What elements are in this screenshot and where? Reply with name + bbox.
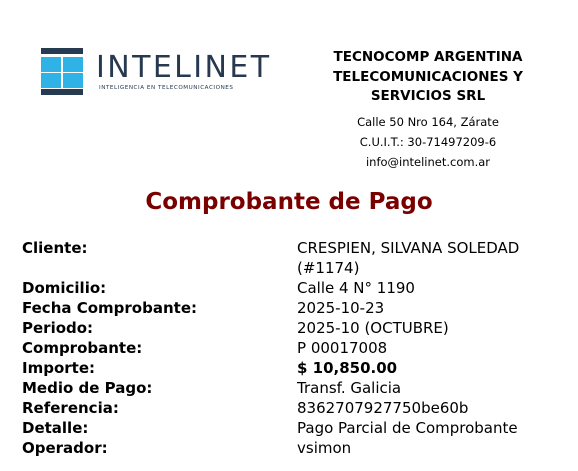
field-label: Importe: bbox=[22, 359, 95, 377]
logo-tagline: INTELIGENCIA EN TELECOMUNICACIONES bbox=[99, 85, 234, 91]
field-value: Pago Parcial de Comprobante bbox=[297, 419, 518, 437]
field-row-cliente bbox=[22, 238, 562, 278]
field-value: Calle 4 N° 1190 bbox=[297, 279, 415, 297]
field-row-comprobante bbox=[22, 338, 562, 358]
company-info bbox=[308, 48, 548, 172]
field-label: Operador: bbox=[22, 439, 108, 457]
field-row-fecha bbox=[22, 298, 562, 318]
logo-window-icon bbox=[41, 48, 83, 96]
document-title: Comprobante de Pago bbox=[145, 189, 433, 215]
field-row-importe bbox=[22, 358, 562, 378]
field-label: Comprobante: bbox=[22, 339, 143, 357]
field-row-domicilio bbox=[22, 278, 562, 298]
field-label: Referencia: bbox=[22, 399, 119, 417]
logo-name: INTELINET bbox=[96, 50, 272, 85]
field-label: Periodo: bbox=[22, 319, 94, 337]
field-label: Medio de Pago: bbox=[22, 379, 153, 397]
field-value: vsimon bbox=[297, 439, 352, 457]
company-logo bbox=[41, 48, 272, 98]
field-row-operador bbox=[22, 438, 562, 458]
company-name: TECNOCOMP ARGENTINA TELECOMUNICACIONES Y SERVICIOS SRL bbox=[333, 49, 523, 104]
field-value: 8362707927750be60b bbox=[297, 399, 469, 417]
field-row-medio-pago bbox=[22, 378, 562, 398]
field-value: Transf. Galicia bbox=[297, 379, 402, 397]
field-label: Domicilio: bbox=[22, 279, 107, 297]
payment-details bbox=[22, 238, 562, 458]
field-row-referencia bbox=[22, 398, 562, 418]
company-address: Calle 50 Nro 164, Zárate bbox=[357, 114, 499, 129]
field-value: P 00017008 bbox=[297, 339, 388, 357]
field-label: Fecha Comprobante: bbox=[22, 299, 197, 317]
field-row-detalle bbox=[22, 418, 562, 438]
field-value: 2025-10-23 bbox=[297, 299, 385, 317]
field-label: Detalle: bbox=[22, 419, 89, 437]
field-row-periodo bbox=[22, 318, 562, 338]
company-email: info@intelinet.com.ar bbox=[365, 154, 491, 169]
field-value-amount: $ 10,850.00 bbox=[297, 359, 398, 377]
field-label: Cliente: bbox=[22, 239, 88, 257]
field-value: 2025-10 (OCTUBRE) bbox=[297, 319, 449, 337]
company-cuit: C.U.I.T.: 30-71497209-6 bbox=[359, 134, 497, 149]
field-value: CRESPIEN, SILVANA SOLEDAD (#1174) bbox=[297, 239, 520, 277]
